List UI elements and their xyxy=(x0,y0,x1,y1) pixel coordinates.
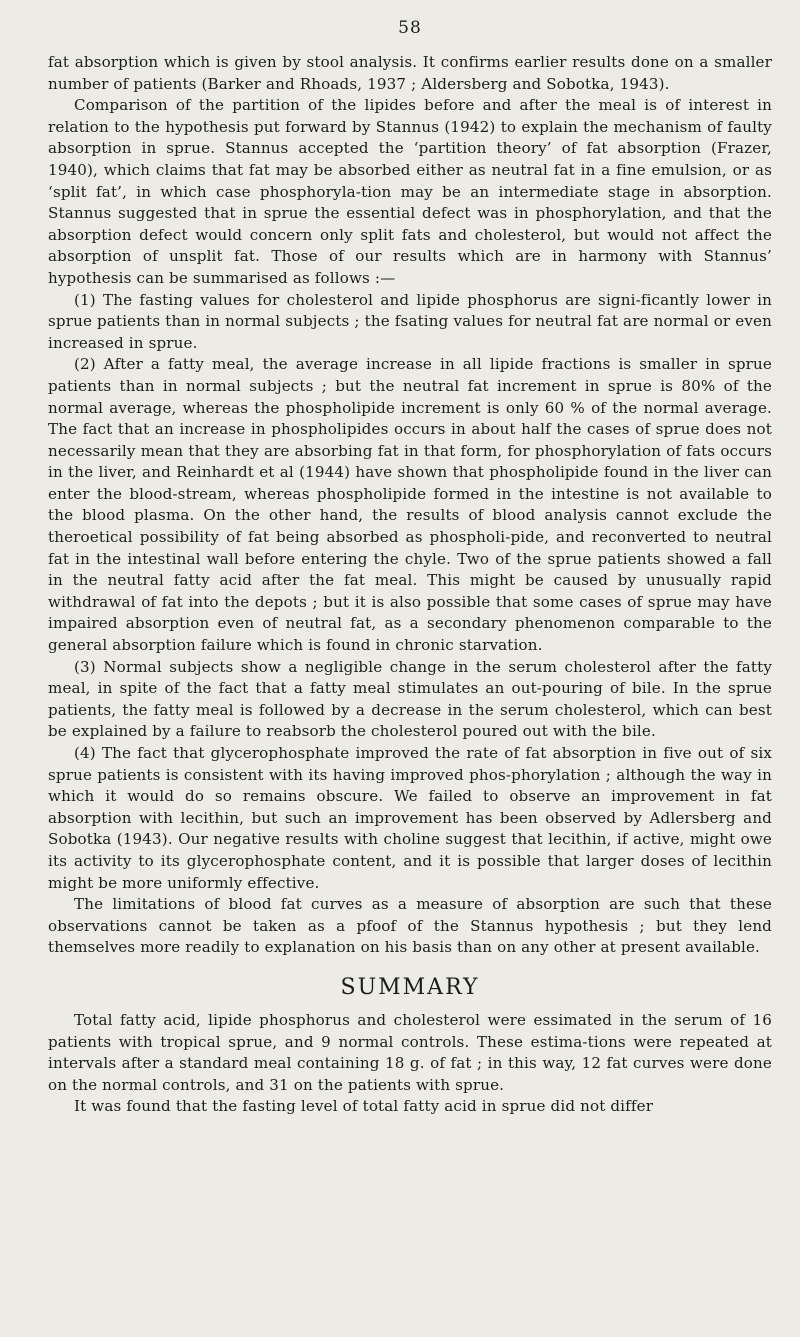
summary-paragraph: Total fatty acid, lipide phosphorus and cholesterol were essimated in the serum of 16 patients with tropical sprue, and 9 normal controls. These estima-tions were repeated at intervals after a standard meal containing 18 g. of fat ; in this way, 12 fat curves were done on the normal controls, and 31 on the patients with sprue. xyxy=(48,1010,772,1094)
paragraph: Comparison of the partition of the lipides before and after the meal is of interest in relation to the hypothesis put forward by Stannus (1942) to explain the mechanism of faulty absorption in sprue. Stannus accepted the ‘partition theory’ of fat absorption (Frazer, 1940), which claims that fat may be absorbed either as neutral fat in a fine emulsion, or as ‘split fat’, in which case phosphoryla-tion may be an intermediate stage in absorption. Stannus suggested that in sprue the essential defect was in phosphorylation, and that the absorption defect would concern only split fats and cholesterol, but would not affect the absorption of unsplit fat. Those of our results which are in harmony with Stannus’ hypothesis can be summarised as follows :— xyxy=(48,96,772,287)
page-number: 58 xyxy=(398,18,422,38)
paragraph: The limitations of blood fat curves as a measure of absorption are such that these observations cannot be taken as a pfoof of the Stannus hypothesis ; but they lend themselves more readily to explanation on his basis than on any other at present available. xyxy=(48,895,772,957)
summary-paragraph: It was found that the fasting level of total fatty acid in sprue did not differ xyxy=(74,1097,654,1116)
paragraph: (4) The fact that glycerophosphate improved the rate of fat absorption in five out of six sprue patients is consistent with its having improved phos-phorylation ; although the way in which it would do so remains obscure. We failed to observe an improvement in fat absorption with lecithin, but such an improvement has been observed by Adlersberg and Sobotka (1943). Our negative results with choline suggest that lecithin, if active, might owe its activity to its glycerophosphate content, and it is possible that larger doses of lecithin might be more uniformly effective. xyxy=(48,744,772,892)
paragraph: (3) Normal subjects show a negligible change in the serum cholesterol after the fatty meal, in spite of the fact that a fatty meal stimulates an out-pouring of bile. In the sprue patients, the fatty meal is followed by a decrease in the serum cholesterol, which can best be explained by a failure to reabsorb the cholesterol poured out with the bile. xyxy=(48,657,772,741)
paragraph: fat absorption which is given by stool analysis. It confirms earlier results done on a smaller number of patients (Barker and Rhoads, 1937 ; Aldersberg and Sobotka, 1943). xyxy=(48,53,772,93)
section-heading: SUMMARY xyxy=(340,974,480,1000)
paragraph: (1) The fasting values for cholesterol and lipide phosphorus are signi-ficantly lower in sprue patients than in normal subjects ; the fsating values for neutral fat are normal or even increased in sprue. xyxy=(48,290,772,352)
paragraph: (2) After a fatty meal, the average increase in all lipide fractions is smaller in sprue patients than in normal subjects ; but the neutral fat increment in sprue is 80% of the normal average, whereas the phospholipide increment is only 60 % of the normal average. The fact that an increase in phospholipides occurs in about half the cases of sprue does not necessarily mean that they are absorbing fat in that form, for phosphorylation of fats occurs in the liver, and Reinhardt et al (1944) have shown that phospholipide found in the liver can enter the blood-stream, whereas phospholipide formed in the intestine is not available to the blood plasma. On the other hand, the results of blood analysis cannot exclude the theroetical possibility of fat being absorbed as phospholi-pide, and reconverted to neutral fat in the intestinal wall before entering the chyle. Two of the sprue patients showed a fall in the neutral fatty acid after the fat meal. This might be caused by unusually rapid withdrawal of fat into the depots ; but it is also possible that some cases of sprue may have impaired absorption even of neutral fat, as a secondary phenomenon comparable to the general absorption failure which is found in chronic starvation. xyxy=(48,355,772,655)
